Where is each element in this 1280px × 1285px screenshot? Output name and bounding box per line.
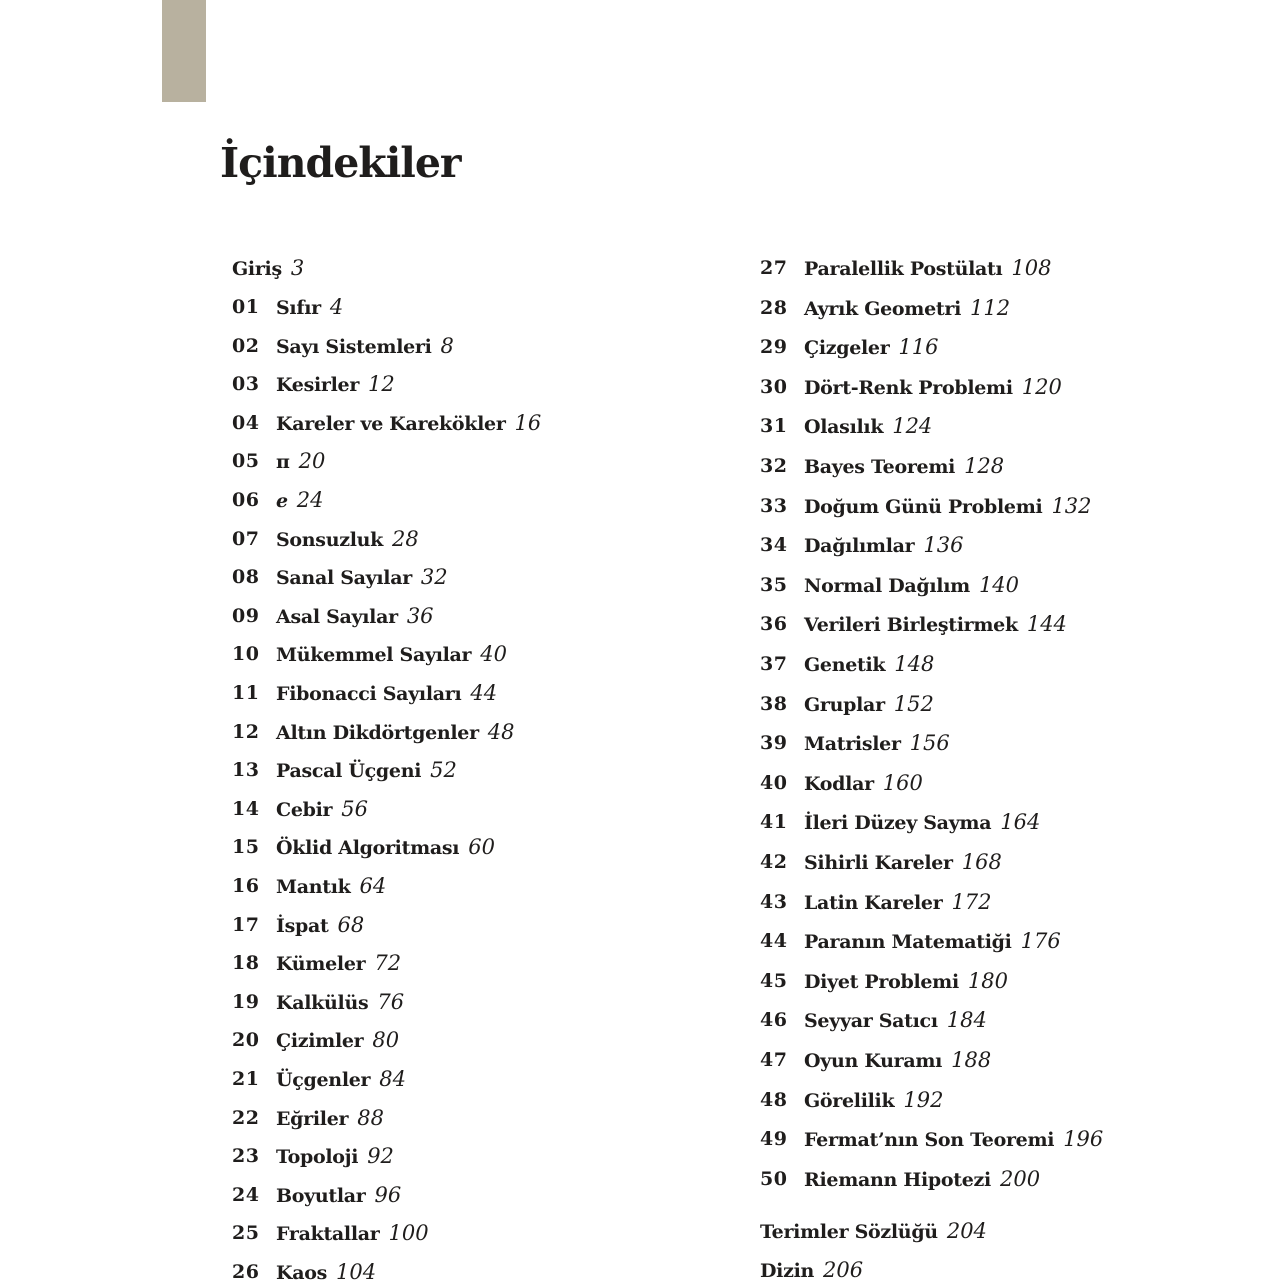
chapter-title: Kalkülüs: [276, 992, 369, 1014]
chapter-number: 08: [232, 566, 260, 588]
chapter-number: 16: [232, 875, 260, 897]
chapter-title: Doğum Günü Problemi: [804, 496, 1043, 518]
chapter-page-number: 20: [298, 449, 326, 473]
chapter-page-number: 40: [480, 642, 507, 666]
backmatter-title: Terimler Sözlüğü: [760, 1221, 938, 1243]
chapter-page-number: 180: [967, 969, 1008, 993]
chapter-page-number: 36: [406, 604, 434, 628]
chapter-number: 11: [232, 682, 260, 704]
chapter-page-number: 28: [392, 527, 419, 551]
chapter-number: 39: [760, 732, 788, 754]
chapter-title: Üçgenler: [276, 1069, 371, 1091]
chapter-page-number: 104: [336, 1260, 377, 1284]
chapter-title: Sihirli Kareler: [804, 852, 953, 874]
chapter-number: 26: [232, 1261, 260, 1283]
chapter-number: 06: [232, 489, 260, 511]
chapter-title: Kareler ve Karekökler: [276, 413, 506, 435]
chapter-title: Ayrık Geometri: [804, 298, 962, 320]
chapter-title: Asal Sayılar: [276, 606, 398, 628]
chapter-number: 13: [232, 759, 260, 781]
backmatter-page-number: 204: [946, 1219, 987, 1243]
chapter-title: Fibonacci Sayıları: [276, 683, 462, 705]
chapter-page-number: 196: [1063, 1127, 1104, 1151]
chapter-title: Verileri Birleştirmek: [804, 614, 1018, 636]
chapter-page-number: 144: [1026, 612, 1067, 636]
chapter-number: 33: [760, 495, 788, 517]
chapter-title: Pascal Üçgeni: [276, 760, 422, 782]
chapter-number: 15: [232, 836, 260, 858]
chapter-number: 43: [760, 891, 788, 913]
chapter-title: Sonsuzluk: [276, 529, 384, 551]
chapter-title: Cebir: [276, 799, 333, 821]
chapter-title: Dört-Renk Problemi: [804, 377, 1013, 399]
chapter-number: 50: [760, 1168, 788, 1190]
chapter-page-number: 56: [341, 797, 368, 821]
chapter-number: 35: [760, 574, 788, 596]
chapter-number: 49: [760, 1128, 788, 1150]
chapter-page-number: 84: [379, 1067, 406, 1091]
chapter-number: 03: [232, 373, 260, 395]
chapter-page-number: 140: [978, 573, 1020, 597]
chapter-number: 17: [232, 914, 260, 936]
chapter-page-number: 60: [468, 835, 495, 859]
chapter-number: 20: [232, 1029, 260, 1051]
chapter-number: 48: [760, 1089, 788, 1111]
chapter-title: Dağılımlar: [804, 535, 915, 557]
chapter-page-number: 8: [440, 334, 454, 358]
chapter-title: Öklid Algoritması: [276, 837, 460, 859]
chapter-number: 25: [232, 1222, 260, 1244]
chapter-number: 27: [760, 257, 788, 279]
chapter-title: Çizimler: [276, 1030, 364, 1052]
chapter-title: Çizgeler: [804, 337, 890, 359]
chapter-page-number: 52: [430, 758, 457, 782]
chapter-title: İspat: [276, 915, 329, 937]
chapter-number: 12: [232, 721, 260, 743]
chapter-title: Kümeler: [276, 953, 366, 975]
chapter-number: 28: [760, 297, 788, 319]
chapter-page-number: 200: [999, 1167, 1041, 1191]
chapter-number: 23: [232, 1145, 260, 1167]
chapter-title: Topoloji: [276, 1146, 359, 1168]
chapter-page-number: 88: [357, 1106, 384, 1130]
chapter-page-number: 96: [374, 1183, 402, 1207]
chapter-title: Normal Dağılım: [804, 575, 970, 597]
chapter-title: Kaos: [276, 1262, 327, 1284]
chapter-number: 30: [760, 376, 788, 398]
chapter-title: Mükemmel Sayılar: [276, 644, 472, 666]
chapter-tab-marker: [162, 0, 206, 102]
chapter-page-number: 72: [374, 951, 402, 975]
chapter-title: İleri Düzey Sayma: [804, 812, 992, 834]
chapter-page-number: 80: [372, 1028, 400, 1052]
chapter-number: 42: [760, 851, 788, 873]
toc-entry-page: 3: [290, 256, 305, 280]
chapter-page-number: 168: [961, 850, 1002, 874]
chapter-page-number: 4: [329, 295, 344, 319]
chapter-number: 36: [760, 613, 788, 635]
chapter-number: 34: [760, 534, 788, 556]
chapter-page-number: 76: [377, 990, 405, 1014]
chapter-title: Genetik: [804, 654, 886, 676]
chapter-page-number: 156: [909, 731, 950, 755]
chapter-page-number: 100: [388, 1221, 429, 1245]
chapter-page-number: 192: [903, 1088, 944, 1112]
chapter-page-number: 188: [951, 1048, 992, 1072]
chapter-title: Riemann Hipotezi: [804, 1169, 991, 1191]
chapter-number: 09: [232, 605, 260, 627]
chapter-title: Boyutlar: [276, 1185, 366, 1207]
chapter-page-number: 116: [898, 335, 939, 359]
chapter-title: Sanal Sayılar: [276, 567, 412, 589]
chapter-page-number: 16: [514, 411, 542, 435]
chapter-page-number: 132: [1051, 494, 1092, 518]
chapter-title: Sıfır: [276, 297, 321, 319]
chapter-number: 10: [232, 643, 260, 665]
chapter-title: Sayı Sistemleri: [276, 336, 432, 358]
backmatter-page-number: 206: [823, 1258, 864, 1282]
chapter-title: Oyun Kuramı: [804, 1050, 943, 1072]
chapter-number: 40: [760, 772, 788, 794]
chapter-title: Kesirler: [276, 374, 360, 396]
chapter-page-number: 24: [296, 488, 324, 512]
chapter-number: 04: [232, 412, 260, 434]
chapter-title: Paralellik Postülatı: [804, 258, 1003, 280]
chapter-page-number: 152: [893, 692, 934, 716]
chapter-page-number: 112: [970, 296, 1011, 320]
chapter-page-number: 172: [951, 890, 992, 914]
chapter-title: Seyyar Satıcı: [804, 1010, 938, 1032]
chapter-title: Olasılık: [804, 416, 884, 438]
chapter-number: 24: [232, 1184, 260, 1206]
chapter-number: 02: [232, 335, 260, 357]
chapter-number: 29: [760, 336, 788, 358]
chapter-page-number: 44: [470, 681, 498, 705]
chapter-page-number: 68: [337, 913, 365, 937]
chapter-title: Mantık: [276, 876, 351, 898]
chapter-title: Eğriler: [276, 1108, 349, 1130]
chapter-number: 21: [232, 1068, 260, 1090]
chapter-number: 18: [232, 952, 260, 974]
chapter-page-number: 32: [420, 565, 448, 589]
chapter-number: 38: [760, 693, 788, 715]
chapter-page-number: 108: [1011, 256, 1052, 280]
toc-entry-title: Giriş: [232, 258, 282, 280]
chapter-page-number: 184: [946, 1008, 987, 1032]
chapter-page-number: 176: [1020, 929, 1061, 953]
chapter-page-number: 160: [882, 771, 923, 795]
chapter-title: Görelilik: [804, 1090, 895, 1112]
chapter-title: e: [276, 490, 288, 512]
chapter-page-number: 64: [359, 874, 387, 898]
chapter-number: 31: [760, 415, 788, 437]
chapter-page-number: 124: [892, 414, 933, 438]
chapter-number: 22: [232, 1107, 260, 1129]
chapter-number: 32: [760, 455, 788, 477]
chapter-number: 05: [232, 450, 260, 472]
chapter-page-number: 148: [894, 652, 935, 676]
chapter-number: 07: [232, 528, 260, 550]
chapter-title: Altın Dikdörtgenler: [276, 722, 479, 744]
chapter-page-number: 128: [964, 454, 1005, 478]
chapter-title: Diyet Problemi: [804, 971, 959, 993]
page-title: İçindekiler: [220, 139, 461, 187]
chapter-number: 45: [760, 970, 788, 992]
chapter-page-number: 12: [368, 372, 395, 396]
chapter-title: Kodlar: [804, 773, 874, 795]
chapter-title: Gruplar: [804, 694, 885, 716]
chapter-number: 46: [760, 1009, 788, 1031]
chapter-number: 44: [760, 930, 788, 952]
chapter-title: π: [276, 451, 290, 473]
chapter-title: Paranın Matematiği: [804, 931, 1012, 953]
chapter-page-number: 120: [1021, 375, 1062, 399]
chapter-title: Fermat’nın Son Teoremi: [804, 1129, 1055, 1151]
chapter-title: Matrisler: [804, 733, 901, 755]
chapter-number: 47: [760, 1049, 788, 1071]
chapter-number: 37: [760, 653, 788, 675]
chapter-number: 14: [232, 798, 260, 820]
chapter-number: 19: [232, 991, 260, 1013]
chapter-title: Fraktallar: [276, 1223, 380, 1245]
chapter-page-number: 136: [923, 533, 964, 557]
chapter-page-number: 92: [367, 1144, 394, 1168]
backmatter-title: Dizin: [760, 1260, 815, 1282]
chapter-page-number: 48: [487, 720, 515, 744]
chapter-page-number: 164: [1000, 810, 1041, 834]
chapter-title: Latin Kareler: [804, 892, 943, 914]
chapter-number: 41: [760, 811, 788, 833]
chapter-number: 01: [232, 296, 260, 318]
chapter-title: Bayes Teoremi: [804, 456, 956, 478]
